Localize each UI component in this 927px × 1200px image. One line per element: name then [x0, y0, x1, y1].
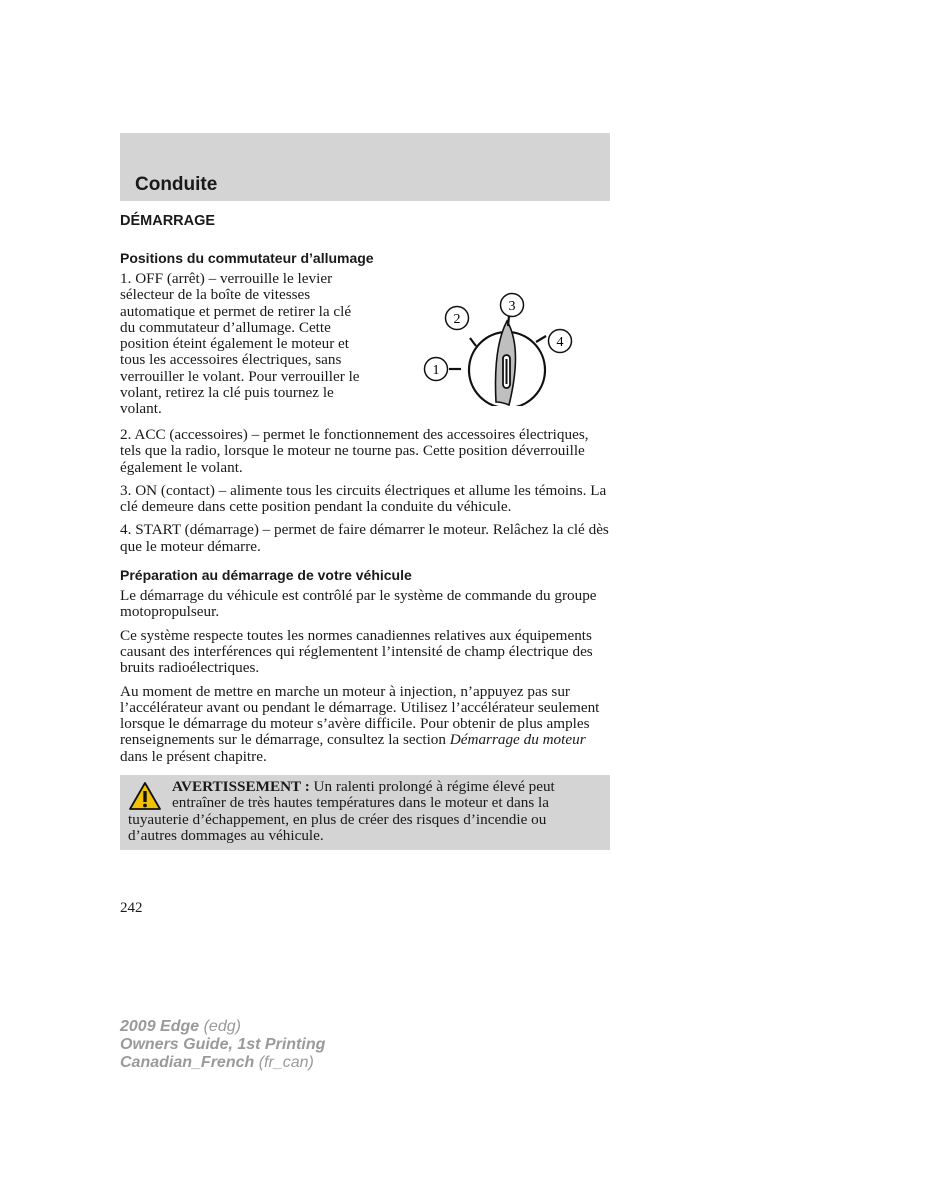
prep-paragraph-2: Ce système respecte toutes les normes canadiennes relatives aux équipements causant des interférences qui réglementent l’intensité de champ électrique des bruits radioélectriques. — [120, 626, 593, 677]
prep-subheading: Préparation au démarrage de votre véhicule — [120, 567, 412, 584]
callout-1-label: 1 — [432, 363, 440, 378]
position-1-text: 1. OFF (arrêt) – verrouille le levier sélecteur de la boîte de vitesses automatique et permet de retirer la clé du commutateur d’allumage. Cette position éteint également le moteur et tous les accessoires électriques, sans verrouiller le volant. Pour verrouiller le volant, retirez la clé puis tournez le volant. — [120, 270, 360, 418]
warning-text — [128, 779, 598, 844]
footer-guide: Owners Guide, 1st Printing — [120, 1036, 326, 1053]
footer-model: 2009 Edge — [120, 1018, 200, 1035]
tick-3 — [508, 316, 509, 326]
injection-tail: dans le présent chapitre. — [120, 747, 267, 765]
section-header-band — [120, 133, 610, 201]
warning-label: AVERTISSEMENT : — [172, 778, 310, 796]
injection-paragraph — [120, 684, 610, 765]
footer-model-code: (edg) — [199, 1018, 241, 1035]
footer-info — [120, 1018, 325, 1072]
ignition-positions-block — [120, 271, 610, 419]
warning-body: Un ralenti prolongé à régime élevé peut entraîner de très hautes températures dans le moteur et dans la tuyauterie d’échappement, en plus de créer des risques d’incendie ou d’autres dommages au véhicule. — [128, 778, 555, 844]
callout-2-label: 2 — [453, 312, 461, 327]
callout-4-label: 4 — [556, 335, 564, 350]
ignition-switch-diagram — [420, 286, 585, 406]
tick-4 — [536, 336, 546, 342]
page-content — [120, 213, 610, 850]
position-4-text: 4. START (démarrage) – permet de faire démarrer le moteur. Relâchez la clé dès que le moteur démarre. — [120, 521, 609, 555]
callout-3-label: 3 — [508, 299, 516, 314]
engine-start-reference: Démarrage du moteur — [449, 731, 586, 749]
main-heading: DÉMARRAGE — [120, 213, 216, 229]
footer-language-code: (fr_can) — [254, 1054, 314, 1071]
warning-box — [120, 775, 610, 850]
position-3-text: 3. ON (contact) – alimente tous les circuits électriques et allume les témoins. La clé demeure dans cette position pendant la conduite du véhicule. — [120, 481, 607, 516]
ignition-subheading: Positions du commutateur d’allumage — [120, 250, 374, 266]
key-slot-line — [506, 359, 508, 384]
tick-2 — [470, 338, 476, 346]
footer-language: Canadian_French — [120, 1054, 255, 1071]
injection-text: Au moment de mettre en marche un moteur à injection, n’appuyez pas sur l’accélérateur avant ou pendant le démarrage. Utilisez l’accélérateur seulement lorsque le démarrage du moteur s’avère difficile. Pour obtenir de plus amples renseignements sur le démarrage, consultez la section — [120, 682, 600, 749]
page-number: 242 — [120, 900, 143, 916]
position-2-text: 2. ACC (accessoires) – permet le fonctionnement des accessoires électriques, tels que la radio, lorsque le moteur ne tourne pas. Cette position déverrouille également le volant. — [120, 426, 589, 476]
warning-triangle-icon — [128, 781, 162, 811]
prep-paragraph-1: Le démarrage du véhicule est contrôlé par le système de commande du groupe motopropulseur. — [120, 587, 597, 621]
section-title: Conduite — [135, 174, 218, 195]
